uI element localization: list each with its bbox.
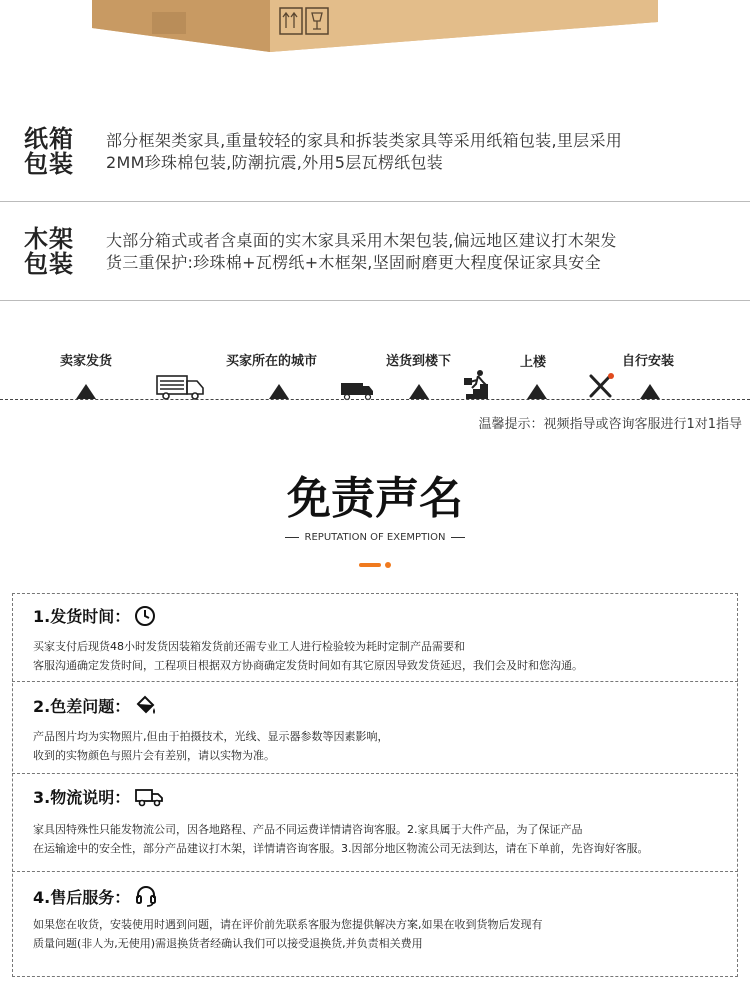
delivery-step-upstairs: 上楼	[520, 355, 547, 370]
delivery-tip: 温馨提示：视频指导或咨询客服进行1对1指导	[478, 417, 742, 432]
tool-head-icon	[608, 373, 614, 379]
section-divider	[0, 300, 750, 301]
small-truck-icon	[341, 383, 373, 400]
disclaimer-heading-shipping-time: 1.发货时间：	[33, 604, 156, 627]
flow-marker	[269, 384, 289, 399]
wood-frame-packaging-text: 大部分箱式或者含桌面的实木家具采用木架包装,偏远地区建议打木架发 货三重保护:珍珠棉+瓦楞纸+木框架,坚固耐磨更大程度保证家具安全	[106, 231, 617, 272]
accent-bar	[359, 563, 381, 567]
carton-packaging-title: 纸箱 包装	[24, 125, 74, 178]
disclaimer-text-after-sales: 如果您在收货，安装使用时遇到问题，请在评价前先联系客服为您提供解决方案,如果在收到货物后发现有 质量问题(非人为,无使用)需退换货者经确认我们可以接受退换货,并负责相关费用	[33, 918, 543, 950]
flow-marker	[76, 384, 96, 399]
truck-icon	[134, 786, 164, 808]
flow-marker	[527, 384, 547, 399]
carton-packaging-text: 部分框架类家具,重量较轻的家具和拆装类家具等采用纸箱包装,里层采用 2MM珍珠棉包装,防潮抗震,外用5层瓦楞纸包装	[106, 131, 623, 172]
disclaimer-text-color-difference: 产品图片均为实物照片,但由于拍摄技术，光线、显示器参数等因素影响， 收到的实物颜色与照片会有差别，请以实物为准。	[33, 730, 389, 762]
delivery-step-buyer-city: 买家所在的城市	[226, 354, 318, 369]
page-subtitle: REPUTATION OF EXEMPTION	[0, 532, 750, 543]
delivery-step-seller-ship: 卖家发货	[60, 354, 113, 369]
delivery-baseline	[0, 399, 750, 400]
large-truck-icon	[157, 376, 203, 399]
disclaimer-separator	[12, 871, 738, 872]
headset-icon	[134, 884, 158, 908]
delivery-flow-graphic	[0, 370, 750, 402]
page-title: 免责声名	[287, 473, 463, 524]
disclaimer-text-shipping-time: 买家支付后现货48小时发货因装箱发货前还需专业工人进行检验较为耗时定制产品需要和 客服沟通确定发货时间，工程项目根据双方协商确定发货时间如有其它原因导致发货延迟，我们会及时和您沟通。	[33, 640, 583, 672]
stairs-carrier-icon	[464, 370, 488, 399]
tools-icon	[591, 376, 610, 396]
wood-frame-packaging-title: 木架 包装	[24, 225, 74, 278]
disclaimer-separator	[12, 773, 738, 774]
disclaimer-text-logistics: 家具因特殊性只能发物流公司，因各地路程、产品不同运费详情请咨询客服。2.家具属于大件产品，为了保证产品 在运输途中的安全性，部分产品建议打木架，详情请咨询客服。3.因部分地区物流公司无法到达，请在下单前，先咨询好客服。	[33, 823, 649, 855]
delivery-step-self-install: 自行安装	[622, 354, 675, 369]
disclaimer-heading-color-difference: 2.色差问题：	[33, 693, 158, 717]
delivery-step-downstairs: 送货到楼下	[386, 354, 452, 369]
disclaimer-heading-logistics: 3.物流说明：	[33, 785, 164, 808]
flow-marker	[409, 384, 429, 399]
flow-marker	[640, 384, 660, 399]
accent-dot	[385, 562, 391, 568]
section-divider	[0, 201, 750, 202]
clock-icon	[134, 605, 156, 627]
paint-bucket-icon	[134, 693, 158, 717]
disclaimer-heading-after-sales: 4.售后服务：	[33, 884, 158, 908]
cardboard-box-image	[92, 0, 658, 52]
disclaimer-separator	[12, 681, 738, 682]
